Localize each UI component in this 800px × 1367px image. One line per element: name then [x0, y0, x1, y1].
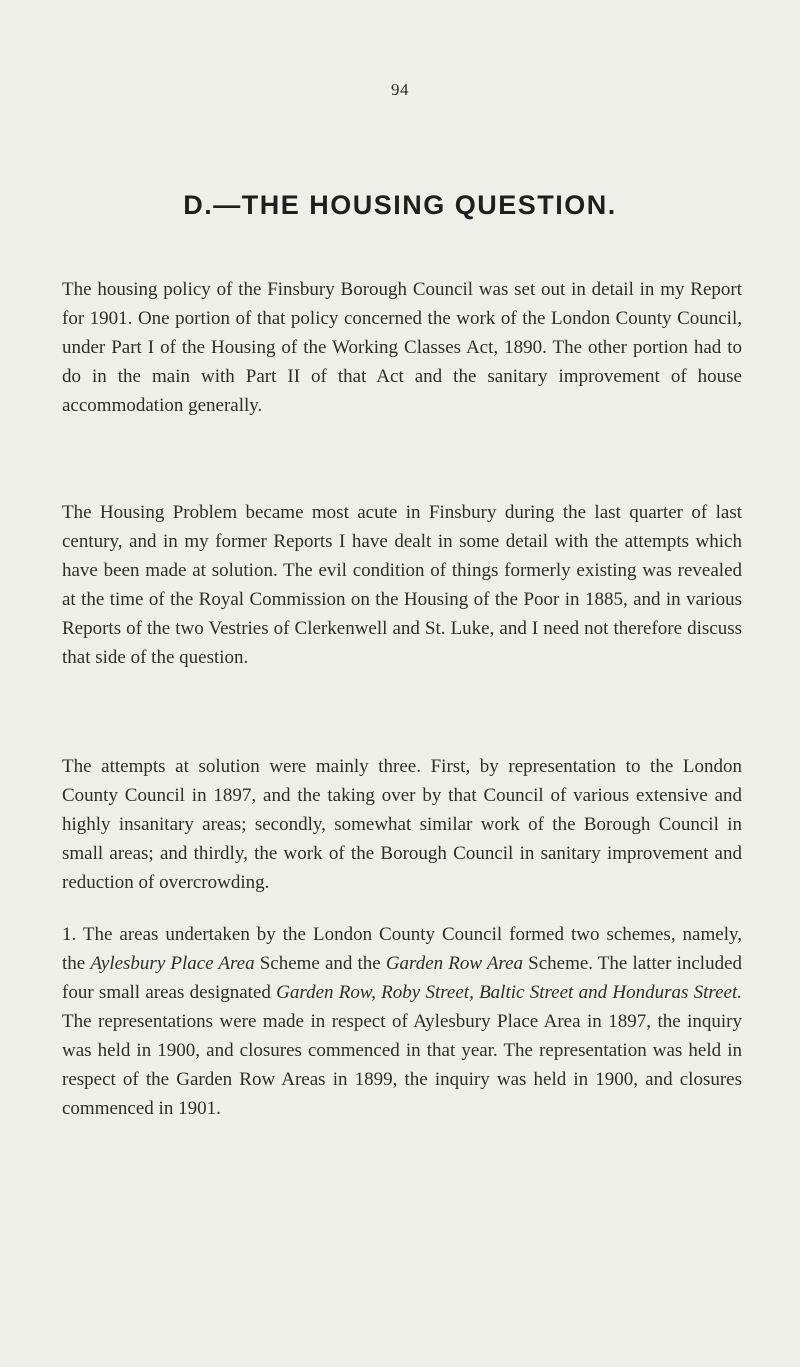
scheme-name-garden-row: Garden Row Area [385, 953, 524, 974]
paragraph-areas-undertaken [62, 920, 742, 1123]
page-number: 94 [391, 80, 409, 99]
paragraph-housing-problem: The Housing Problem became most acute in Finsbury during the last quarter of last century, and in my former Reports I have dealt in some detail with the attempts which have been made at solution. The evil condition of things formerly existing was revealed at the time of the Royal Commission on the Housing of the Poor in 1885, and in various Reports of the two Vestries of Clerkenwell and St. Luke, and I need not therefore discuss that side of the question. [62, 502, 742, 668]
paragraph-text-segment: 1. The areas undertaken by the London County Council formed two schemes, namely, the [62, 924, 742, 974]
scheme-name-aylesbury: Aylesbury Place Area [90, 953, 255, 974]
paragraph-attempts-at-solution: The attempts at solution were mainly three. First, by representation to the London County Council in 1897, and the taking over by that Council of various extensive and highly insanitary areas; secondly, somewhat similar work of the Borough Council in small areas; and thirdly, the work of the Borough Council in sanitary improvement and reduction of overcrowding. [62, 756, 742, 893]
paragraph-text-segment: Scheme. The latter included four small areas designated [62, 953, 743, 1003]
section-heading: D.—THE HOUSING QUESTION. [183, 190, 617, 220]
paragraph-text-segment: Scheme and the [254, 953, 386, 974]
paragraph-text-segment: The representations were made in respect of Aylesbury Place Area in 1897, the inquiry was held in 1900, and closures commenced in that year. The representation was held in respect of the Garden Row Areas in 1899, the inquiry was held in 1900, and closures commenced in 1901. [62, 1011, 742, 1119]
small-areas-list: Garden Row, Roby Street, Baltic Street and Honduras Street. [276, 982, 742, 1003]
paragraph-housing-policy: The housing policy of the Finsbury Borough Council was set out in detail in my Report for 1901. One portion of that policy concerned the work of the London County Council, under Part I of the Housing of the Working Classes Act, 1890. The other portion had to do in the main with Part II of that Act and the sanitary improvement of house accommodation generally. [62, 279, 742, 416]
